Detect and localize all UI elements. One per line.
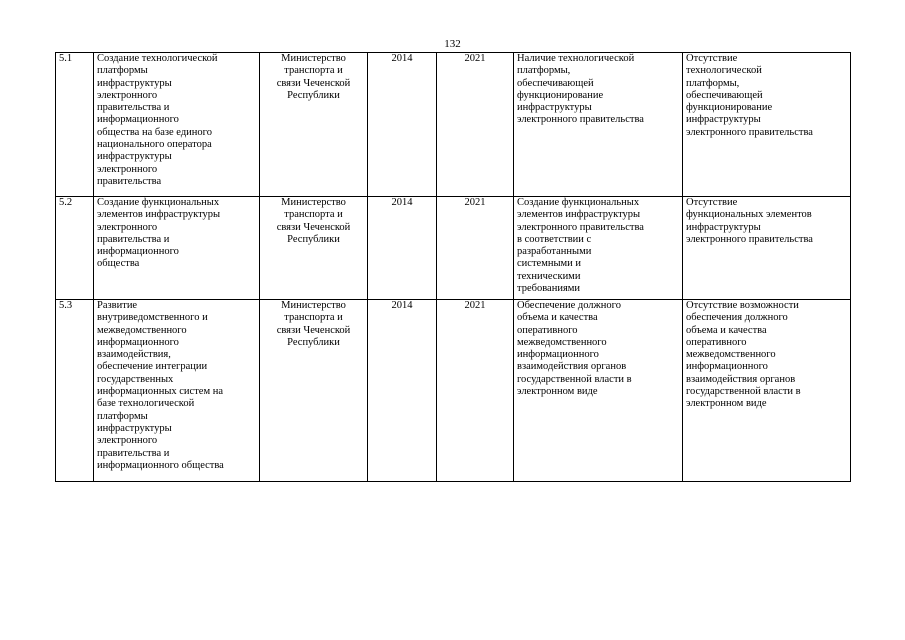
- measure-end-year: 2021: [437, 53, 514, 197]
- measure-name: Развитие внутриведомственного и межведомственного информационного взаимодействия, обеспечение интеграции государственных информационных систем на базе технологической платформы инфраструктуры электронного правительства и информационного общества: [94, 300, 260, 482]
- page-number: 132: [444, 38, 461, 50]
- measure-non-implementation-consequence: Отсутствие технологической платформы, обеспечивающей функционирование инфраструктуры электронного правительства: [683, 53, 851, 197]
- table-row: [56, 300, 851, 482]
- measure-name: Создание функциональных элементов инфраструктуры электронного правительства и информационного общества: [94, 197, 260, 300]
- measure-number: 5.3: [56, 300, 94, 482]
- measure-name: Создание технологической платформы инфраструктуры электронного правительства и информационного общества на базе единого национального оператора инфраструктуры электронного правительства: [94, 53, 260, 197]
- measure-expected-result: Обеспечение должного объема и качества оперативного межведомственного информационного взаимодействия органов государственной власти в электронном виде: [514, 300, 683, 482]
- measure-non-implementation-consequence: Отсутствие функциональных элементов инфраструктуры электронного правительства: [683, 197, 851, 300]
- measure-start-year: 2014: [368, 300, 437, 482]
- measure-executor: Министерство транспорта и связи Чеченской Республики: [260, 53, 368, 197]
- measure-executor: Министерство транспорта и связи Чеченской Республики: [260, 300, 368, 482]
- table-row: [56, 197, 851, 300]
- measure-start-year: 2014: [368, 53, 437, 197]
- measure-non-implementation-consequence: Отсутствие возможности обеспечения должного объема и качества оперативного межведомственного информационного взаимодействия органов государственной власти в электронном виде: [683, 300, 851, 482]
- measure-expected-result: Создание функциональных элементов инфраструктуры электронного правительства в соответствии с разработанными системными и техническими требованиями: [514, 197, 683, 300]
- measure-executor: Министерство транспорта и связи Чеченской Республики: [260, 197, 368, 300]
- measure-end-year: 2021: [437, 300, 514, 482]
- measure-expected-result: Наличие технологической платформы, обеспечивающей функционирование инфраструктуры электронного правительства: [514, 53, 683, 197]
- measure-start-year: 2014: [368, 197, 437, 300]
- table-row: [56, 53, 851, 197]
- measure-end-year: 2021: [437, 197, 514, 300]
- measure-number: 5.2: [56, 197, 94, 300]
- measure-number: 5.1: [56, 53, 94, 197]
- measures-table: [55, 52, 851, 482]
